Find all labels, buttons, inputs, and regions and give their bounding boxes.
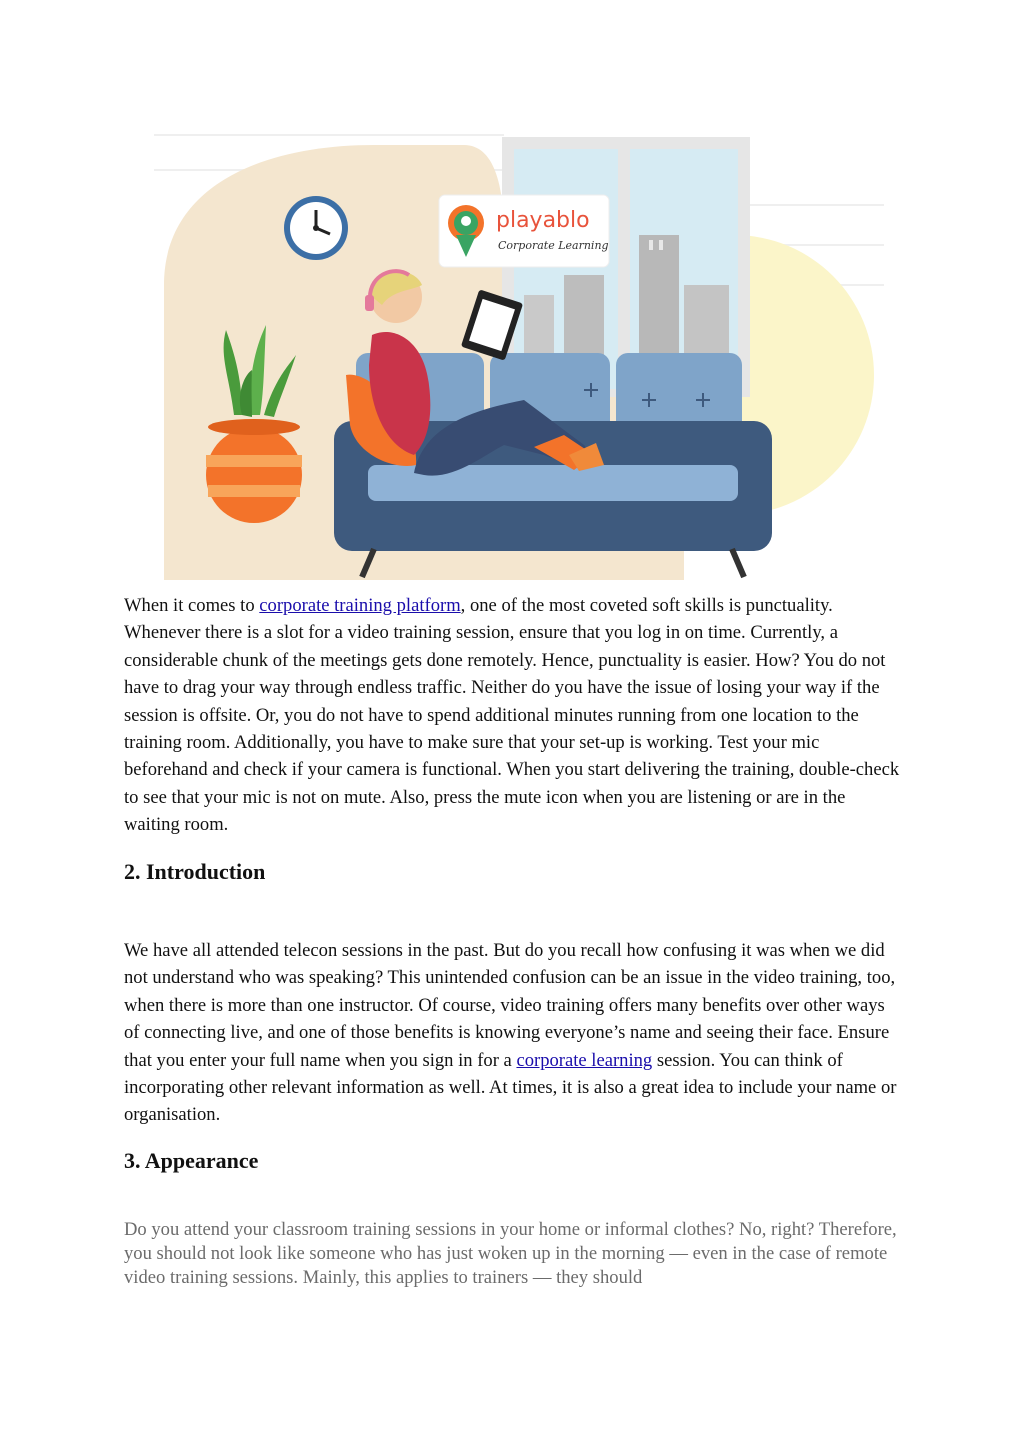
paragraph-punctuality (124, 592, 904, 839)
logo-tagline: Corporate Learning (498, 239, 609, 252)
corporate-learning-link[interactable]: corporate learning (516, 1049, 653, 1071)
para2-text-start: We have all attended telecon sessions in the past. But do you recall how confusing it was when we did not understand who was speaking? This unintended confusion can be an issue in the video training, too, when there is more than one instructor. Of course, video training offers many benefits over other ways of connecting live, and one of those benefits is knowing everyone’s name and seeing their face. Ensure that you enter your full name when you sign in for a (124, 940, 896, 1071)
para3-text: Do you attend your classroom training sessions in your home or informal clothes? No, right? Therefore, you should not look like someone who has just woken up in the morning — even in the case of remote video training sessions. Mainly, this applies to trainers — they should (124, 1219, 897, 1288)
para2-text-end: session. You can think of incorporating other relevant information as well. At times, it is also a great idea to include your name or organisation. (124, 1049, 897, 1126)
playablo-logo (439, 195, 609, 267)
wall-clock (284, 196, 348, 260)
heading-appearance: 3. Appearance (124, 1148, 259, 1173)
heading-introduction: 2. Introduction (124, 859, 266, 884)
para1-text-start: When it comes to (124, 595, 260, 616)
paragraph-appearance (124, 1218, 904, 1290)
para1-text-end: , one of the most coveted soft skills is punctuality. Whenever there is a slot for a video training session, ensure that you log in on time. Currently, a considerable chunk of the meetings gets done remotely. Hence, punctuality is easier. How? You do not have to drag your way through endless traffic. Neither do you have the issue of losing your way if the session is offsite. Or, you do not have to spend additional minutes running from one location to the training room. Additionally, you have to make sure that your set-up is working. Test your mic beforehand and check if your camera is functional. When you start delivering the training, double-check to see that your mic is not on mute. Also, press the mute icon when you are listening or are in the waiting room. (124, 595, 900, 836)
logo-wordmark: playablo (496, 208, 590, 233)
hero-illustration (124, 125, 889, 580)
corporate-training-platform-link[interactable]: corporate training platform (259, 595, 461, 616)
paragraph-introduction (124, 937, 904, 1129)
